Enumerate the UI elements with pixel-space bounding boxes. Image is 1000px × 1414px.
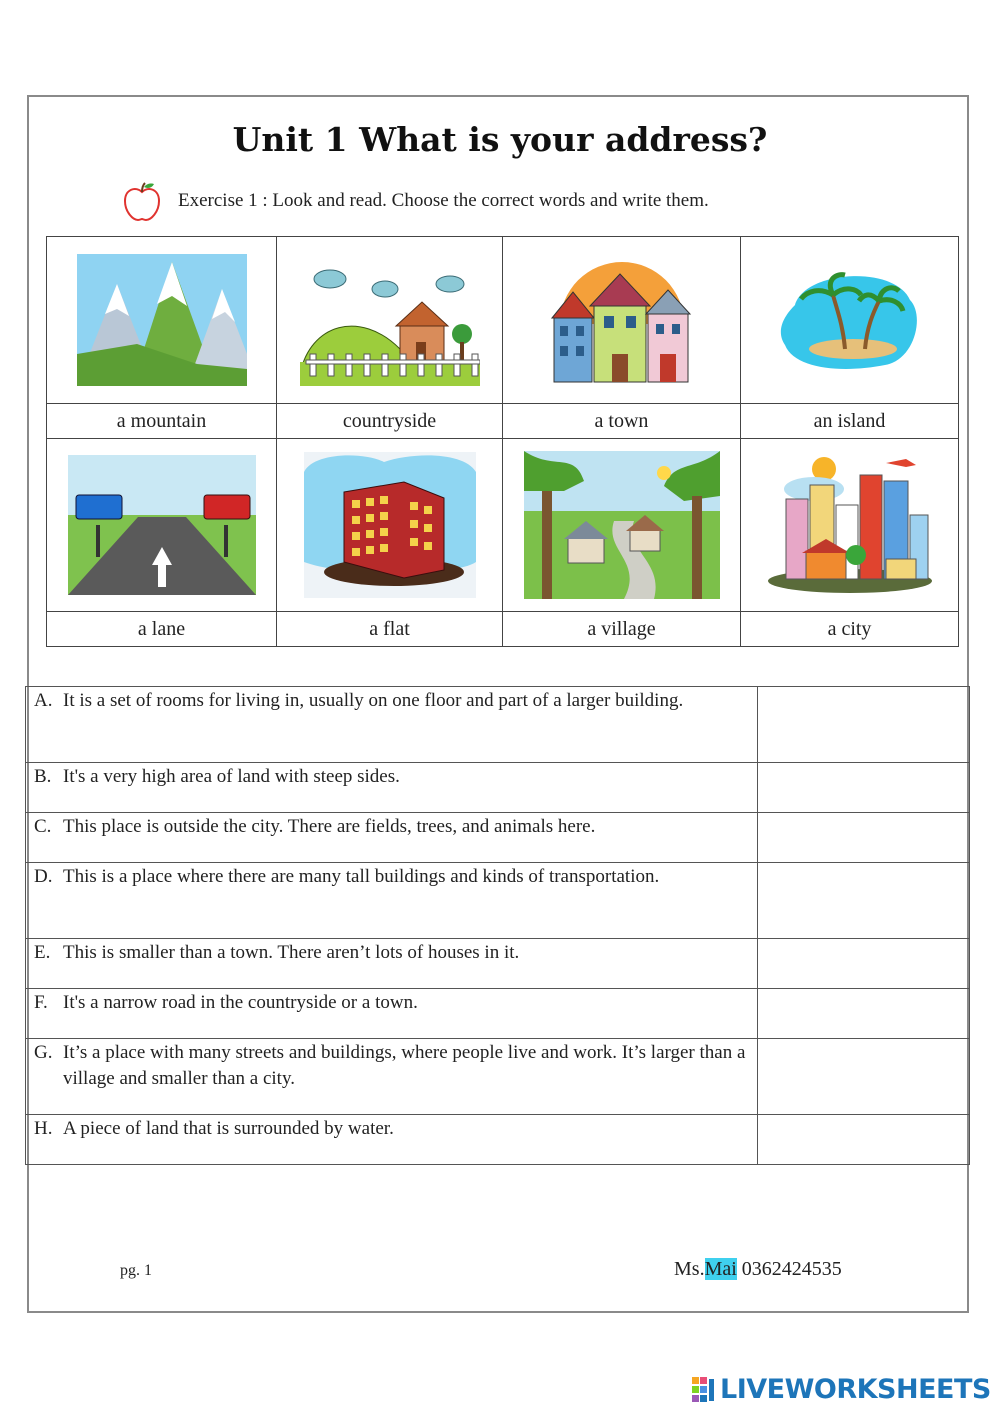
picture-cell	[503, 237, 741, 404]
definition-text: It's a narrow road in the countryside or a town.	[63, 992, 418, 1013]
author-credit	[674, 1258, 842, 1281]
picture-label: an island	[741, 404, 959, 439]
definition-letter: A.	[34, 690, 53, 711]
definition-letter: B.	[34, 766, 52, 787]
answer-box[interactable]	[758, 989, 970, 1039]
mountain-picture	[77, 254, 247, 386]
picture-cell	[503, 439, 741, 612]
picture-label: a village	[503, 612, 741, 647]
exercise-instruction	[122, 180, 709, 222]
picture-label: a city	[741, 612, 959, 647]
definition-letter: E.	[34, 942, 51, 963]
picture-label: countryside	[277, 404, 503, 439]
definition-letter: C.	[34, 816, 52, 837]
apple-icon	[122, 180, 162, 222]
answer-box[interactable]	[758, 813, 970, 863]
picture-label: a town	[503, 404, 741, 439]
definition-text: A piece of land that is surrounded by water.	[63, 1118, 394, 1139]
answer-box[interactable]	[758, 687, 970, 763]
picture-cell	[741, 237, 959, 404]
picture-cell	[47, 439, 277, 612]
author-phone: 0362424535	[736, 1258, 842, 1280]
picture-cell	[741, 439, 959, 612]
liveworksheets-brand[interactable]	[692, 1374, 991, 1405]
definition-row	[26, 1115, 758, 1165]
answer-box[interactable]	[758, 763, 970, 813]
countryside-picture	[300, 254, 480, 386]
flat-picture	[304, 452, 476, 598]
definition-row	[26, 813, 758, 863]
definition-text: This is smaller than a town. There aren’t lots of houses in it.	[63, 942, 520, 963]
town-picture	[550, 254, 694, 386]
definition-text: This is a place where there are many tall buildings and kinds of transportation.	[63, 866, 660, 887]
definition-text: It is a set of rooms for living in, usually on one floor and part of a larger building.	[63, 690, 684, 711]
definition-row	[26, 763, 758, 813]
picture-table	[46, 236, 959, 647]
answer-box[interactable]	[758, 863, 970, 939]
instruction-text: Exercise 1 : Look and read. Choose the correct words and write them.	[178, 190, 709, 211]
author-prefix: Ms.	[674, 1258, 705, 1280]
brand-name: LIVEWORKSHEETS	[720, 1374, 991, 1405]
definition-row	[26, 939, 758, 989]
answer-box[interactable]	[758, 1115, 970, 1165]
page-number: pg. 1	[120, 1262, 152, 1279]
author-name: Mai	[704, 1258, 737, 1280]
answer-box[interactable]	[758, 1039, 970, 1115]
definition-letter: H.	[34, 1118, 53, 1139]
definition-row	[26, 863, 758, 939]
definitions-table	[25, 686, 970, 1165]
definition-text: It’s a place with many streets and buildings, where people live and work. It’s larger than a village and smaller than a city.	[63, 1042, 746, 1089]
page-title: Unit 1 What is your address?	[232, 120, 768, 159]
definition-text: This place is outside the city. There are fields, trees, and animals here.	[63, 816, 596, 837]
picture-cell	[277, 439, 503, 612]
definition-text: It's a very high area of land with steep sides.	[63, 766, 400, 787]
definition-letter: D.	[34, 866, 53, 887]
definition-letter: G.	[34, 1042, 53, 1063]
village-picture	[524, 451, 720, 599]
definition-row	[26, 989, 758, 1039]
definition-row	[26, 687, 758, 763]
island-picture	[775, 265, 925, 375]
lane-picture	[68, 455, 256, 595]
city-picture	[766, 455, 934, 595]
picture-cell	[277, 237, 503, 404]
picture-label: a mountain	[47, 404, 277, 439]
definition-letter: F.	[34, 992, 48, 1013]
picture-label: a flat	[277, 612, 503, 647]
answer-box[interactable]	[758, 939, 970, 989]
picture-cell	[47, 237, 277, 404]
definition-row	[26, 1039, 758, 1115]
picture-label: a lane	[47, 612, 277, 647]
liveworksheets-logo-icon	[692, 1377, 716, 1403]
